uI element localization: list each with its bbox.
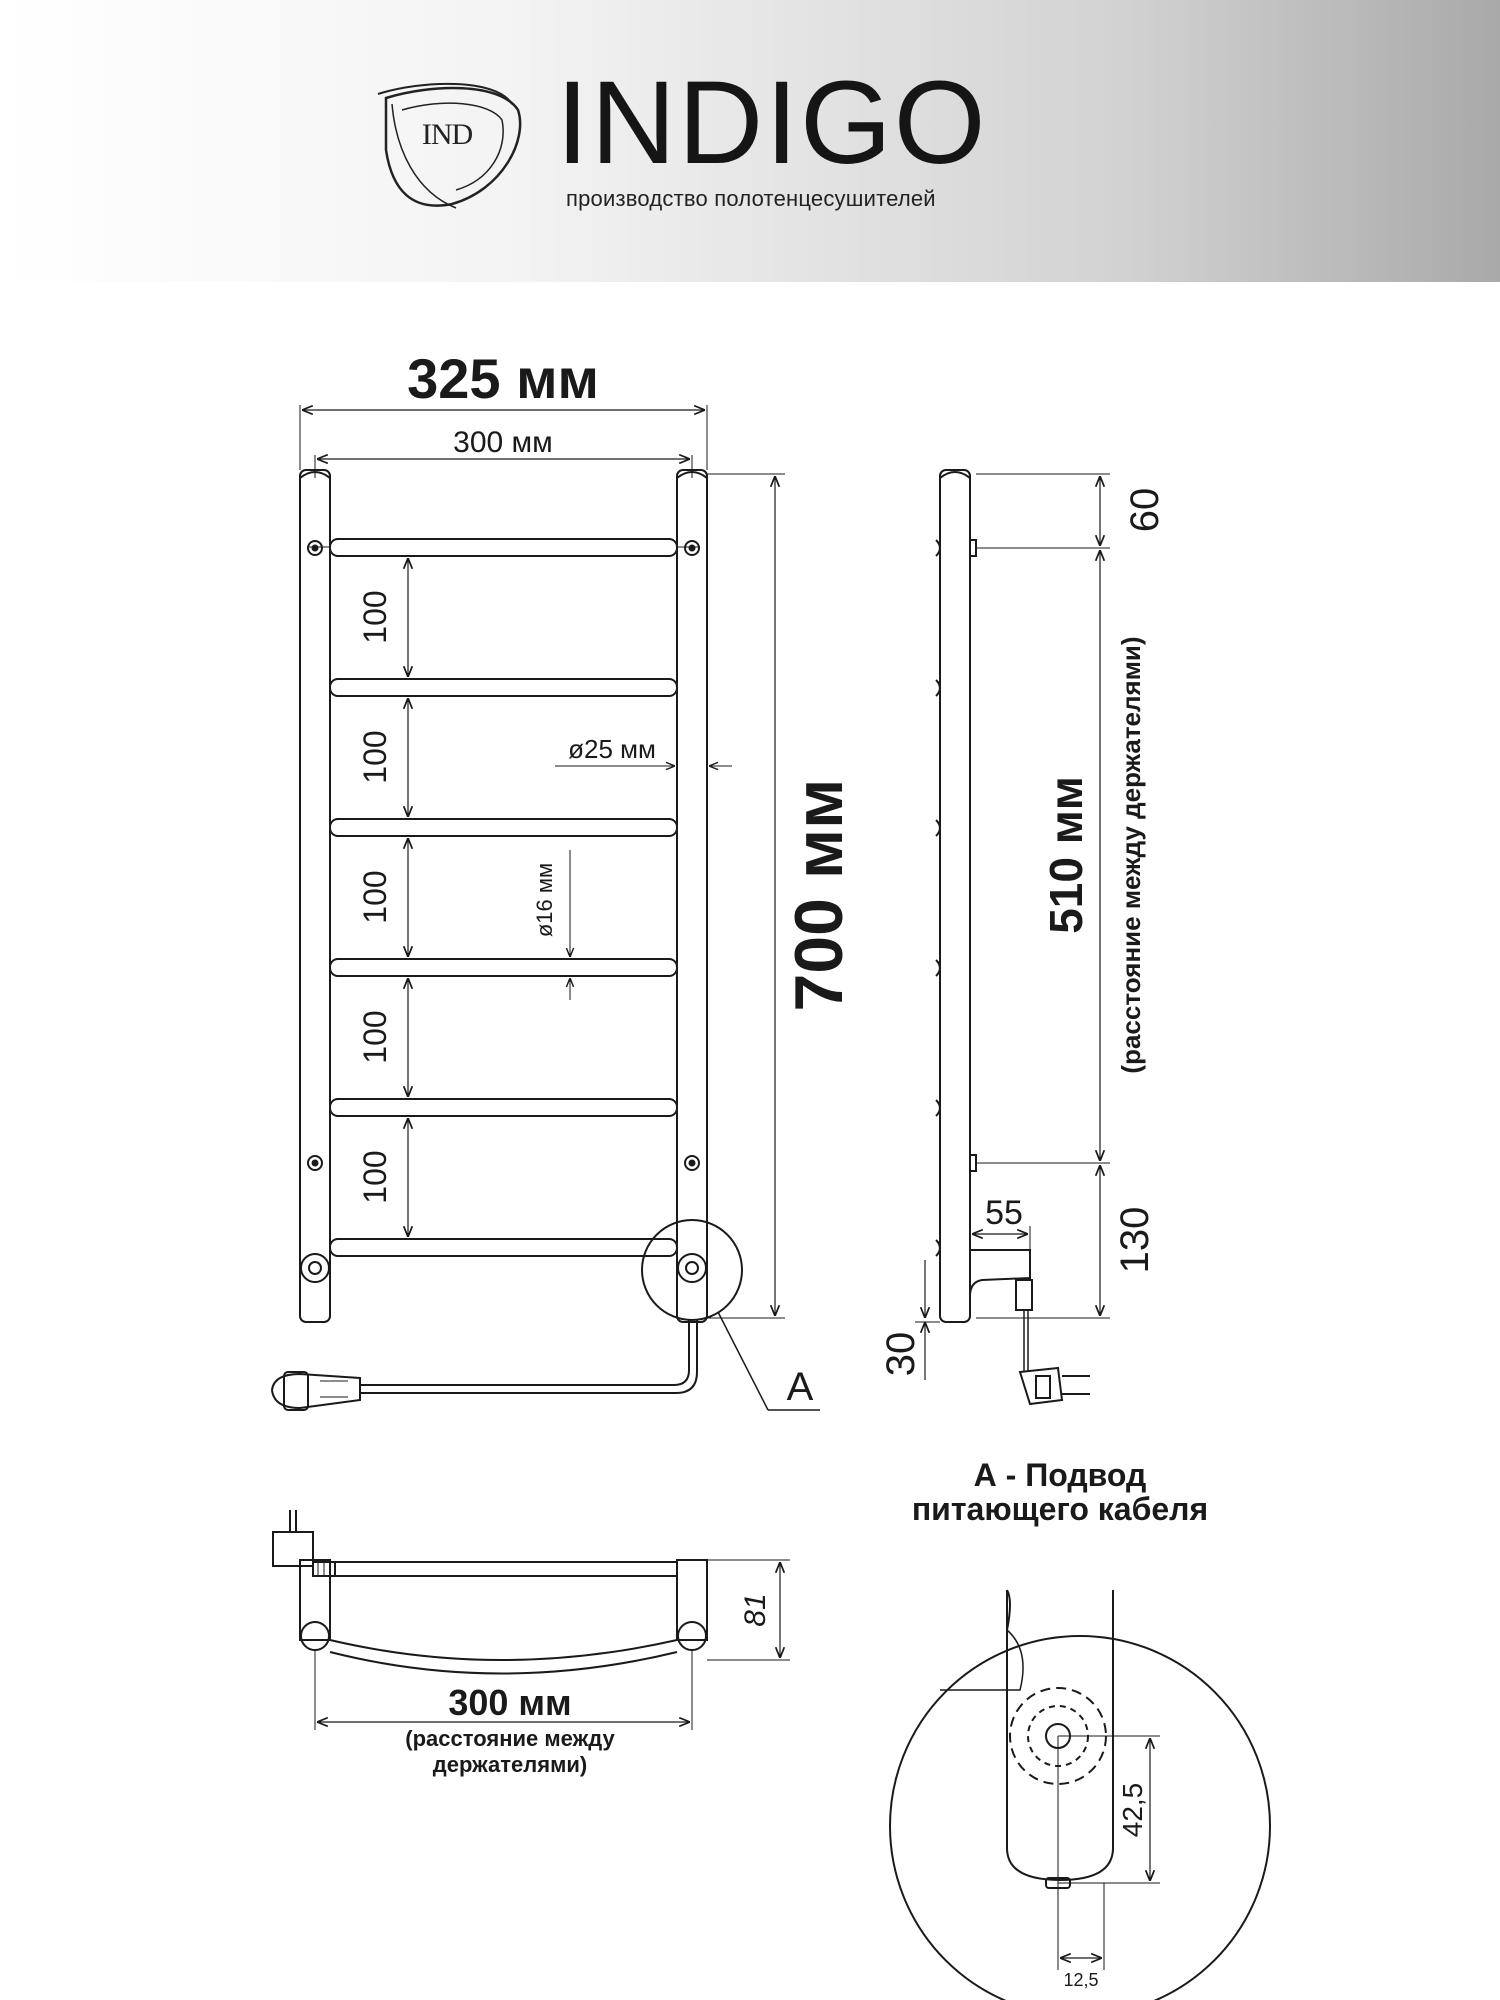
side-bottom-offset-label: 130: [1113, 1206, 1157, 1274]
side-holder-distance-label: 510 мм: [1040, 776, 1092, 934]
detail-title-line2: питающего кабеля: [911, 1491, 1209, 1527]
detail-horizontal-offset-label: 12,5: [1063, 1970, 1099, 1990]
rung-spacing-label-4: 100: [357, 1010, 393, 1064]
side-cable-exit-label: 30: [879, 1331, 923, 1377]
pipe-diameter-label: ø25 мм: [568, 734, 656, 764]
detail-title-line1: А - Подвод: [973, 1457, 1147, 1493]
overall-width-label: 325 мм: [407, 347, 599, 410]
detail-a: [890, 1590, 1270, 2000]
top-holder-note-line2: держателями): [432, 1752, 588, 1777]
rung-spacing-label-3: 100: [357, 870, 393, 924]
side-top-offset-label: 60: [1123, 487, 1167, 533]
brand-name: INDIGO: [556, 57, 988, 189]
top-holder-note-line1: (расстояние между: [405, 1726, 615, 1751]
logo-mark-text: IND: [421, 118, 473, 151]
top-holder-distance-label: 300 мм: [448, 1682, 572, 1723]
side-cable-offset-label: 55: [985, 1194, 1023, 1232]
detail-vertical-offset-label: 42,5: [1117, 1782, 1148, 1838]
rung-diameter-label: ø16 мм: [532, 862, 557, 938]
top-depth-label: 81: [739, 1593, 772, 1627]
brand-tagline: производство полотенцесушителей: [566, 186, 936, 211]
rung-spacing-label-2: 100: [357, 730, 393, 784]
height-label: 700 мм: [781, 778, 857, 1012]
side-view: [915, 470, 1110, 1404]
inner-width-label: 300 мм: [453, 426, 553, 459]
rung-spacing-label-1: 100: [357, 590, 393, 644]
side-holder-distance-note: (расстояние между держателями): [1116, 636, 1146, 1074]
dimension-labels: [357, 347, 1208, 1990]
rung-spacing-label-5: 100: [357, 1150, 393, 1204]
detail-marker-label: A: [786, 1365, 814, 1409]
